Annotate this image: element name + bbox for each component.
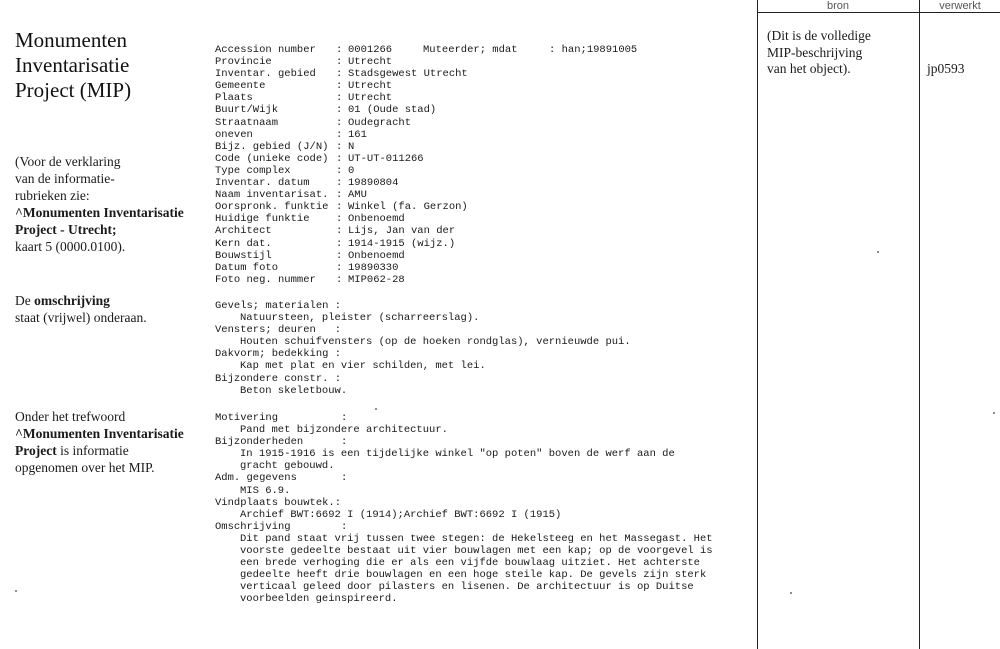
field-separator: : (336, 237, 349, 250)
bron-header: bron (826, 0, 850, 12)
note-line: van de informatie- (15, 171, 115, 186)
field-separator: : (336, 213, 349, 226)
field-value: Utrecht (348, 56, 393, 69)
column-divider (919, 0, 920, 649)
section-text-line: voorste gedeelte bestaat uit vier bouwlagen met een kap; op de voorgevel is (240, 545, 713, 558)
field-value: 01 (Oude stad) (348, 104, 437, 117)
field-value: AMU (348, 189, 367, 202)
field-separator: : (336, 152, 349, 165)
field-label: Provincie (215, 56, 272, 69)
field-separator: : (336, 104, 349, 117)
bron-line: MIP-beschrijving (767, 44, 863, 60)
section-heading: Bijzonderheden : (215, 436, 348, 449)
field-separator: : (336, 177, 349, 190)
field-value: Onbenoemd (348, 213, 405, 226)
section-text-line: Archief BWT:6692 I (1914);Archief BWT:6692 I (1915) (240, 508, 562, 521)
note-bold-term: omschrijving (34, 293, 110, 308)
field-value: Lijs, Jan van der (348, 225, 456, 238)
note-text: De (15, 293, 35, 308)
reference-link-line[interactable]: Project - Utrecht; (15, 222, 117, 237)
record-section-details (215, 412, 755, 606)
record-field-row (215, 117, 755, 129)
field-value: Onbenoemd (348, 249, 405, 262)
muteerder-field: Muteerder; mdat : han;19891005 (423, 44, 638, 56)
field-label: Inventar. datum (215, 177, 310, 190)
note-line: Onder het trefwoord (15, 409, 126, 424)
record-field-row (215, 141, 755, 153)
mip-title-line: Inventarisatie (15, 53, 130, 77)
field-label: Naam inventarisat. (215, 189, 329, 202)
field-label: Straatnaam (215, 116, 279, 129)
field-value: 19890804 (348, 177, 399, 190)
field-separator: : (336, 56, 349, 69)
field-value: 0001266 (348, 44, 393, 56)
info-note-reference (15, 153, 200, 255)
field-label: Architect (215, 225, 272, 238)
header-divider (757, 12, 1000, 13)
mip-title-block (15, 28, 195, 103)
reference-link-line[interactable]: ^Monumenten Inventarisatie (15, 205, 184, 220)
field-label: Huidige funktie (215, 213, 310, 226)
field-separator: : (336, 68, 349, 81)
note-line: (Voor de verklaring (15, 154, 121, 169)
record-field-row (215, 250, 755, 262)
record-field-row (215, 274, 755, 286)
field-separator: : (336, 189, 349, 202)
field-value: 161 (348, 128, 367, 141)
field-label: Buurt/Wijk (215, 104, 279, 117)
section-heading: Gevels; materialen : (215, 300, 342, 312)
keyword-link-text[interactable]: Project (15, 443, 57, 458)
section-text-line: Dit pand staat vrij tussen twee stegen: de Hekelsteeg en het Massegast. Het (240, 532, 713, 545)
scan-speck (375, 408, 377, 410)
record-field-row (215, 80, 755, 92)
field-label: Code (unieke code) (215, 152, 329, 165)
record-section-construction (215, 300, 755, 397)
record-field-row (215, 177, 755, 189)
field-separator: : (336, 92, 349, 105)
record-field-row (215, 104, 755, 116)
record-fields (215, 44, 755, 286)
section-text-line: MIS 6.9. (240, 484, 291, 497)
field-value: MIP062-28 (348, 273, 405, 286)
field-value: Oudegracht (348, 116, 412, 129)
field-separator: : (336, 201, 349, 214)
note-line: staat (vrijwel) onderaan. (15, 310, 147, 325)
section-heading: Bijzondere constr. : (215, 372, 342, 385)
field-label: oneven (215, 128, 253, 141)
field-value: 19890330 (348, 261, 399, 274)
mip-title (15, 28, 195, 103)
field-label: Inventar. gebied (215, 68, 316, 81)
scan-speck (15, 590, 17, 592)
section-text-line: Beton skeletbouw. (240, 384, 348, 397)
field-label: Type complex (215, 164, 291, 177)
record-field-row (215, 68, 755, 80)
field-value: Winkel (fa. Gerzon) (348, 201, 468, 214)
field-label: Gemeente (215, 80, 266, 93)
mip-title-line: Project (MIP) (15, 78, 132, 102)
reference-link[interactable] (15, 204, 200, 238)
field-label: Oorspronk. funktie (215, 201, 329, 214)
scan-speck (790, 592, 792, 594)
field-separator: : (336, 128, 349, 141)
keyword-link[interactable] (15, 425, 200, 442)
note-line (15, 292, 200, 309)
section-heading: Dakvorm; bedekking : (215, 348, 342, 361)
section-text-line: gedeelte heeft drie bouwlagen en een hoge steile kap. De gevels zijn sterk (240, 569, 707, 582)
column-divider (757, 0, 758, 649)
field-label: Bijz. gebied (J/N) (215, 140, 329, 153)
info-note-keyword (15, 408, 200, 476)
info-note-description (15, 292, 200, 326)
record-field-row (215, 262, 755, 274)
note-line (15, 442, 200, 459)
field-separator: : (336, 140, 349, 153)
field-value: Stadsgewest Utrecht (348, 68, 468, 81)
record-field-row (215, 201, 755, 213)
scan-speck (877, 251, 879, 253)
record-field-row (215, 238, 755, 250)
section-text-line: Natuursteen, pleister (scharreerslag). (240, 312, 480, 325)
field-separator: : (336, 273, 349, 286)
note-line: kaart 5 (0000.0100). (15, 239, 126, 254)
field-label: Kern dat. (215, 237, 272, 250)
field-value: Utrecht (348, 92, 393, 105)
record-field-row (215, 225, 755, 237)
field-separator: : (336, 80, 349, 93)
keyword-link-text[interactable]: ^Monumenten Inventarisatie (15, 426, 184, 441)
section-text-line: gracht gebouwd. (240, 460, 335, 473)
record-field-row (215, 213, 755, 225)
field-separator: : (336, 225, 349, 238)
section-text-line: Pand met bijzondere architectuur. (240, 424, 448, 437)
field-label: Foto neg. nummer (215, 273, 316, 286)
bron-note (767, 28, 917, 78)
section-text-line: een brede verhoging die er als een vijfde bouwlaag uitziet. Het achterste (240, 557, 700, 570)
bron-line: (Dit is de volledige (767, 28, 871, 43)
field-label: Bouwstijl (215, 249, 272, 262)
record-field-row (215, 165, 755, 177)
field-label: Datum foto (215, 261, 279, 274)
field-label: Plaats (215, 92, 253, 105)
section-heading: Vindplaats bouwtek.: (215, 496, 342, 509)
bron-line: van het object). (767, 61, 851, 76)
section-heading: Adm. gegevens : (215, 472, 348, 485)
section-text-line: Houten schuifvensters (op de hoeken rondglas), vernieuwde pui. (240, 336, 631, 349)
record-field-row (215, 129, 755, 141)
field-value: 0 (348, 164, 355, 177)
field-label: Accession number (215, 44, 316, 56)
field-value: N (348, 140, 355, 153)
field-separator: : (336, 116, 349, 129)
record-field-row (215, 92, 755, 104)
field-separator: : (336, 249, 349, 262)
record-field-row (215, 56, 755, 68)
section-text-line: voorbeelden geinspireerd. (240, 593, 398, 606)
note-text: is informatie (56, 443, 129, 458)
field-separator: : (336, 261, 349, 274)
record-field-row (215, 153, 755, 165)
section-text-line: Kap met plat en vier schilden, met lei. (240, 360, 486, 373)
section-text-line: In 1915-1916 is een tijdelijke winkel "op poten" boven de werf aan de (240, 448, 675, 461)
note-line: rubrieken zie: (15, 188, 90, 203)
verwerkt-code: jp0593 (927, 61, 965, 76)
verwerkt-header: verwerkt (939, 0, 981, 12)
record-field-row (215, 44, 755, 56)
mip-title-line: Monumenten (15, 28, 127, 52)
record-field-row (215, 189, 755, 201)
field-value: Utrecht (348, 80, 393, 93)
scan-speck (993, 412, 995, 414)
section-heading: Vensters; deuren : (215, 324, 342, 337)
field-separator: : (336, 164, 349, 177)
section-text-line: verticaal geleed door pilasters en lisenen. De architectuur is op Duitse (240, 581, 694, 594)
note-line: opgenomen over het MIP. (15, 460, 155, 475)
section-heading: Motivering : (215, 412, 348, 424)
field-value: UT-UT-011266 (348, 152, 424, 165)
section-heading: Omschrijving : (215, 520, 348, 533)
field-separator: : (336, 44, 349, 56)
field-value: 1914-1915 (wijz.) (348, 237, 456, 250)
